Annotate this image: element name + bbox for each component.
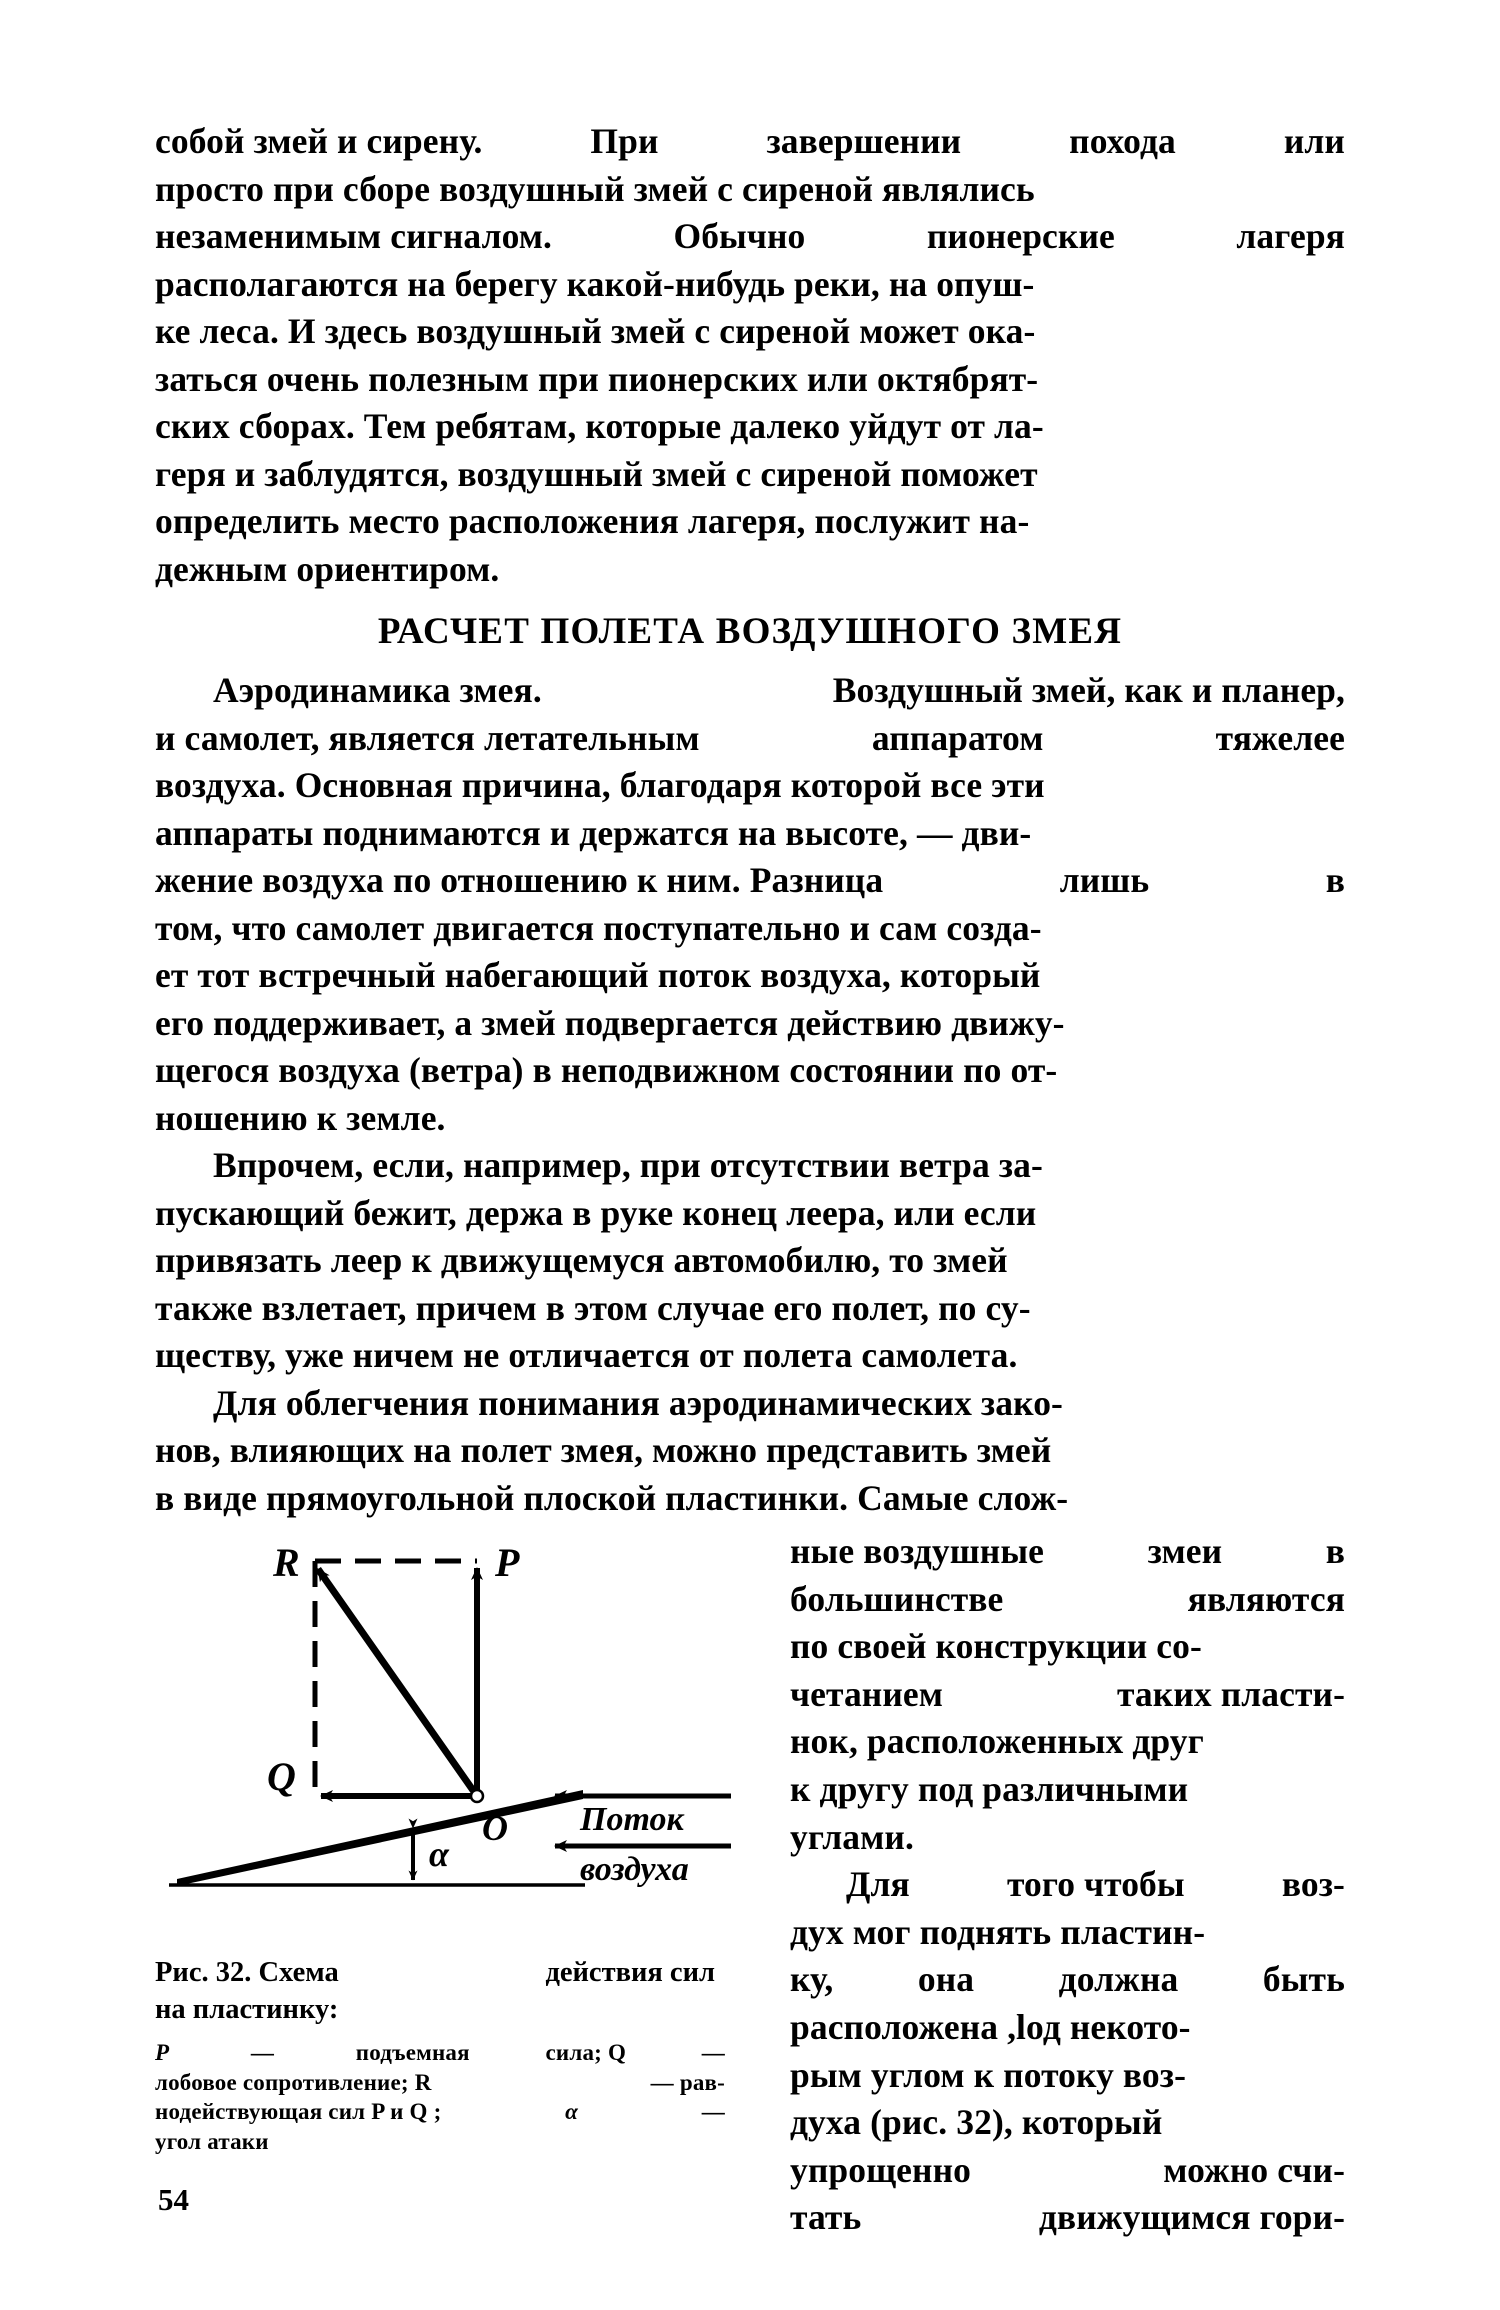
text-line: геря и заблудятся, воздушный змей с сиреной поможет (155, 453, 1038, 494)
text-line: ку, она должна быть (790, 1959, 1345, 2000)
label-alpha: α (429, 1834, 449, 1874)
text-line: аппараты поднимаются и держатся на высоте, — дви- (155, 812, 1032, 853)
text-line: ет тот встречный набегающий поток воздуха, который (155, 955, 1041, 995)
run-in-heading: Аэродинамика змея. (213, 670, 542, 710)
caption-line: на пластинку: (155, 1994, 339, 2025)
text-line: Для облегчения понимания аэродинамических зако- (213, 1382, 1063, 1423)
label-R: R (273, 1540, 300, 1585)
text-line: тать движущимся гори- (790, 2197, 1345, 2238)
section-heading: РАСЧЕТ ПОЛЕТА ВОЗДУШНОГО ЗМЕЯ (377, 611, 1123, 652)
text-line: располагаются на берегу какой-нибудь реки, на опуш- (155, 263, 1035, 304)
text-line: Аэродинамика змея. Воздушный змей, как и планер, (213, 670, 1345, 710)
inclined-plate (177, 1790, 583, 1886)
text-line: пускающий бежит, держа в руке конец леера, или если (155, 1192, 1037, 1233)
text-line: жение воздуха по отношению к ним. Разница лишь в (155, 860, 1345, 900)
figure-caption (155, 1954, 715, 2028)
paragraph-running (155, 1142, 1345, 1380)
text-line: заться очень полезным при пионерских или октябрят- (155, 358, 1039, 399)
text-line: дух мог поднять пластин- (790, 1911, 1206, 1952)
text-line: ношению к земле. (155, 1097, 446, 1138)
text-line: нок, расположенных друг (790, 1721, 1204, 1762)
text-line: Для того чтобы воз- (846, 1864, 1345, 1905)
origin-point (471, 1790, 483, 1802)
vector-R (318, 1569, 477, 1796)
text-line: привязать леер к движущемуся автомобилю, то змей (155, 1240, 1008, 1280)
text-line: собой змей и сирену. При завершении похода или (155, 121, 1345, 161)
text-line: том, что самолет двигается поступательно и сам созда- (155, 907, 1042, 948)
force-diagram-svg (155, 1528, 755, 1928)
text-line: нов, влияющих на полет змея, можно представить змей (155, 1430, 1052, 1470)
text-line: воздуха. Основная причина, благодаря которой все эти (155, 765, 1045, 805)
text-line: углами. (790, 1816, 914, 1857)
label-flow-line2: воздуха (580, 1851, 689, 1888)
text-line: ке леса. И здесь воздушный змей с сиреной может ока- (155, 311, 1036, 351)
text-line: в виде прямоугольной плоской пластинки. Самые слож- (155, 1477, 1069, 1518)
text-line: ских сборах. Тем ребятам, которые далеко уйдут от ла- (155, 406, 1044, 446)
text-line: незаменимым сигналом. Обычно пионерские лагеря (155, 216, 1345, 256)
legend-line: угол атаки (155, 2128, 269, 2154)
paragraph-angle (790, 1861, 1345, 2242)
caption-line: Рис. 32. Схема действия сил (155, 1957, 715, 1988)
paragraph-plate (155, 1380, 1345, 1523)
legend-line: P — подъемная сила; Q — (155, 2040, 725, 2065)
text-line: Впрочем, если, например, при отсутствии ветра за- (213, 1145, 1043, 1185)
text-line: духа (рис. 32), который (790, 2102, 1163, 2143)
text-line: большинстве являются (790, 1578, 1345, 1619)
text-line: просто при сборе воздушный змей с сиреной являлись (155, 168, 1035, 209)
figure-32 (155, 1528, 765, 1948)
text-line: упрощенно можно счи- (790, 2149, 1345, 2190)
legend-line: лобовое сопротивление; R — рав- (155, 2069, 725, 2095)
text-line: и самолет, является летательным аппаратом тяжелее (155, 717, 1345, 758)
text-line: ные воздушные змеи в (790, 1531, 1345, 1571)
label-flow-line1: Поток (580, 1801, 684, 1838)
text-line: его поддерживает, а змей подвергается действию движу- (155, 1002, 1065, 1043)
page-number: 54 (158, 2182, 189, 2217)
paragraph-aerodynamics (155, 667, 1345, 1142)
text-line: также взлетает, причем в этом случае его полет, по су- (155, 1287, 1031, 1328)
figure-legend (155, 2038, 725, 2156)
label-P: P (495, 1540, 520, 1585)
text-line: по своей конструкции со- (790, 1626, 1202, 1667)
label-O: O (482, 1808, 508, 1848)
label-Q: Q (267, 1754, 296, 1799)
text-line: рым углом к потоку воз- (790, 2054, 1187, 2095)
figure-column (155, 1528, 765, 2156)
paragraph-kite-types (790, 1528, 1345, 1861)
text-line: определить место расположения лагеря, послужит на- (155, 501, 1030, 541)
text-line: щегося воздуха (ветра) в неподвижном состоянии по от- (155, 1050, 1058, 1090)
text-line: ществу, уже ничем не отличается от полета самолета. (155, 1335, 1018, 1375)
legend-line: нодействующая сил P и Q ; α — (155, 2099, 725, 2124)
text-line: расположена ,lод некото- (790, 2006, 1191, 2047)
paragraph-continuation (155, 118, 1345, 593)
text-line: четанием таких пласти- (790, 1673, 1345, 1714)
right-text-column (790, 1528, 1345, 2242)
text-line: дежным ориентиром. (155, 548, 500, 589)
text-line: к другу под различными (790, 1768, 1189, 1809)
